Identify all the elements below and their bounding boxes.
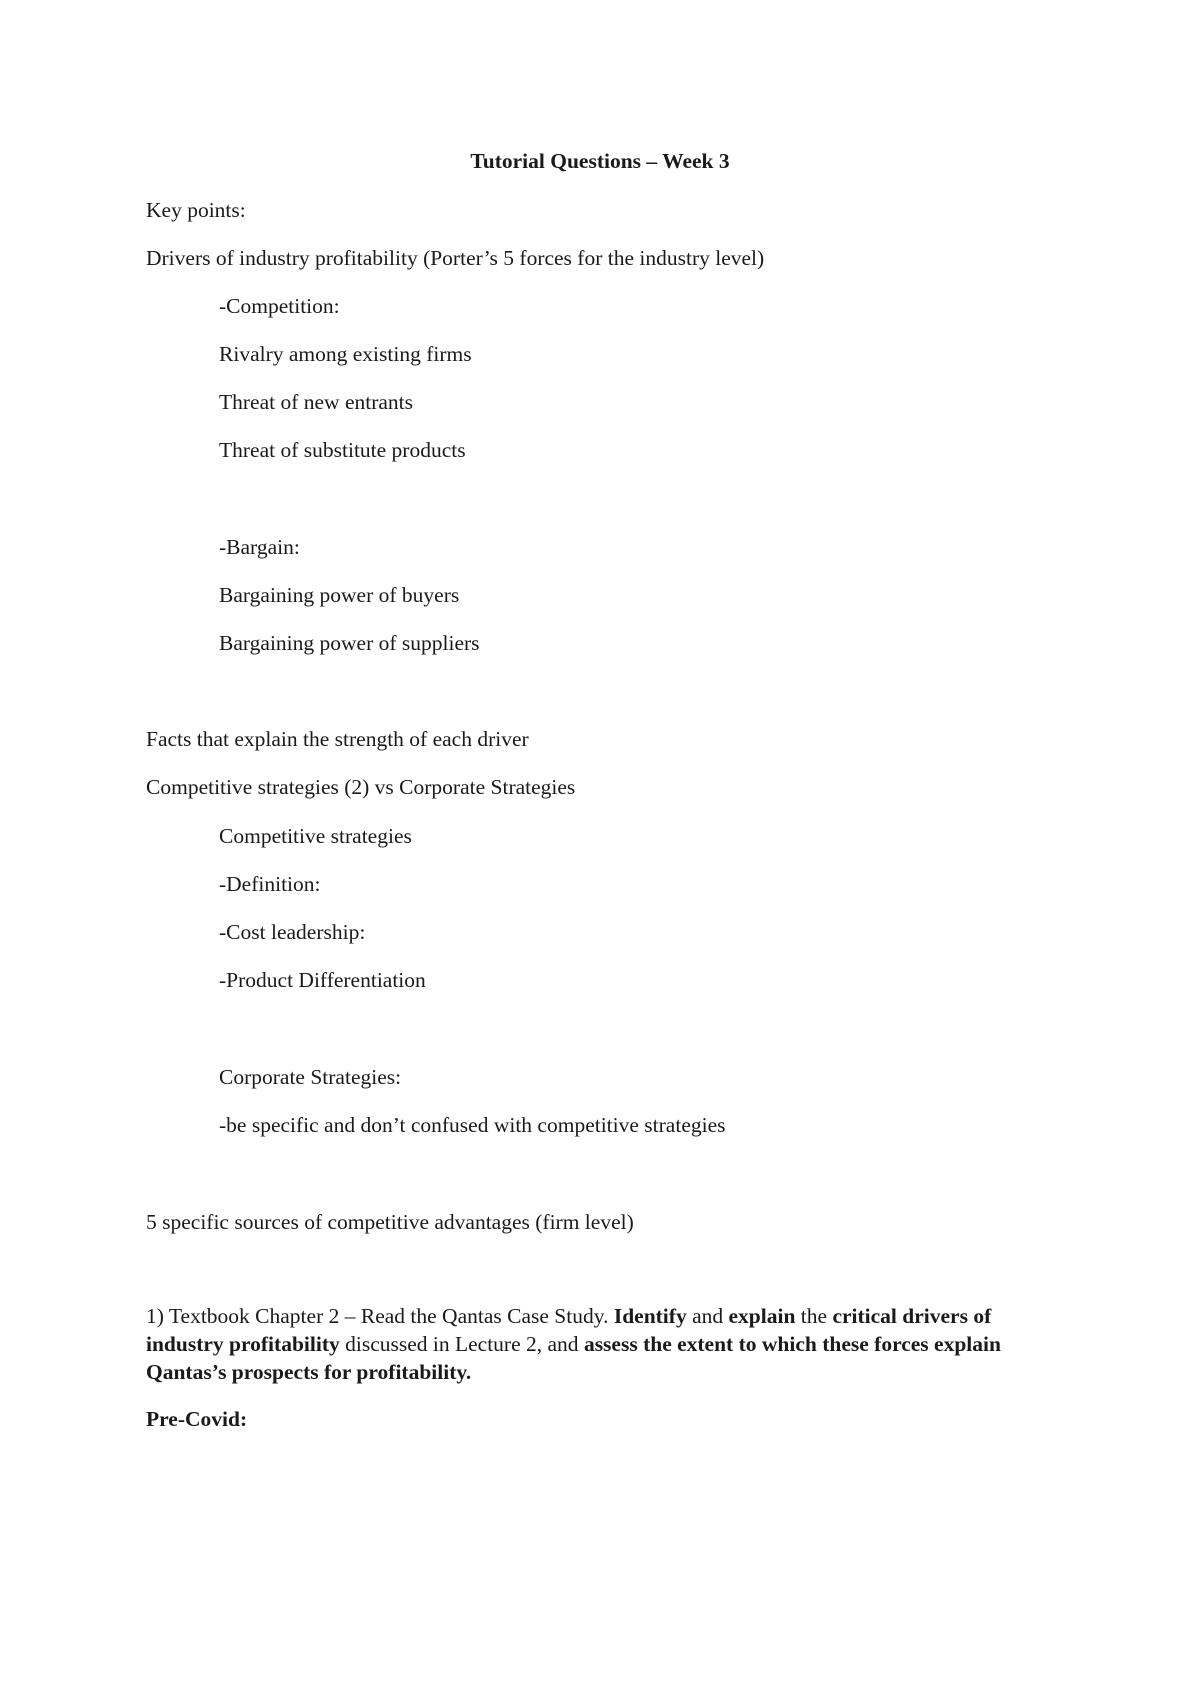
bargain-label: -Bargain: (219, 535, 300, 559)
list-item: Rivalry among existing firms (219, 342, 472, 366)
list-item: Bargaining power of suppliers (219, 631, 480, 655)
question-1-text: the (795, 1304, 833, 1328)
sources-line: 5 specific sources of competitive advantages (firm level) (146, 1210, 634, 1234)
question-1-emphasis: critical drivers of industry profitability (146, 1304, 992, 1356)
list-item: Bargaining power of buyers (219, 583, 460, 607)
pre-covid-label: Pre-Covid: (146, 1407, 248, 1431)
question-1-emphasis: assess the extent to which these forces explain Qantas’s prospects for profitability. (146, 1332, 1001, 1384)
list-item: -Cost leadership: (219, 920, 366, 944)
competitive-strategies-label: Competitive strategies (219, 824, 412, 848)
corporate-strategies-label: Corporate Strategies: (219, 1065, 402, 1089)
strategies-heading: Competitive strategies (2) vs Corporate Strategies (146, 775, 576, 799)
drivers-heading: Drivers of industry profitability (Porter’s 5 forces for the industry level) (146, 246, 765, 270)
question-1-text: discussed in Lecture 2, and (339, 1332, 584, 1356)
key-points-label: Key points: (146, 198, 246, 222)
question-1-emphasis: Identify (613, 1304, 687, 1328)
question-1 (146, 1302, 1026, 1386)
list-item: -Product Differentiation (219, 968, 426, 992)
facts-line: Facts that explain the strength of each driver (146, 727, 529, 751)
list-item: -Definition: (219, 872, 321, 896)
question-1-text: and (686, 1304, 729, 1328)
page-title: Tutorial Questions – Week 3 (470, 149, 730, 173)
question-1-text: 1) Textbook Chapter 2 – Read the Qantas Case Study. (146, 1304, 614, 1328)
corporate-note: -be specific and don’t confused with competitive strategies (219, 1113, 726, 1137)
list-item: Threat of substitute products (219, 438, 466, 462)
list-item: Threat of new entrants (219, 390, 414, 414)
competition-label: -Competition: (219, 294, 340, 318)
question-1-emphasis: explain (728, 1304, 796, 1328)
